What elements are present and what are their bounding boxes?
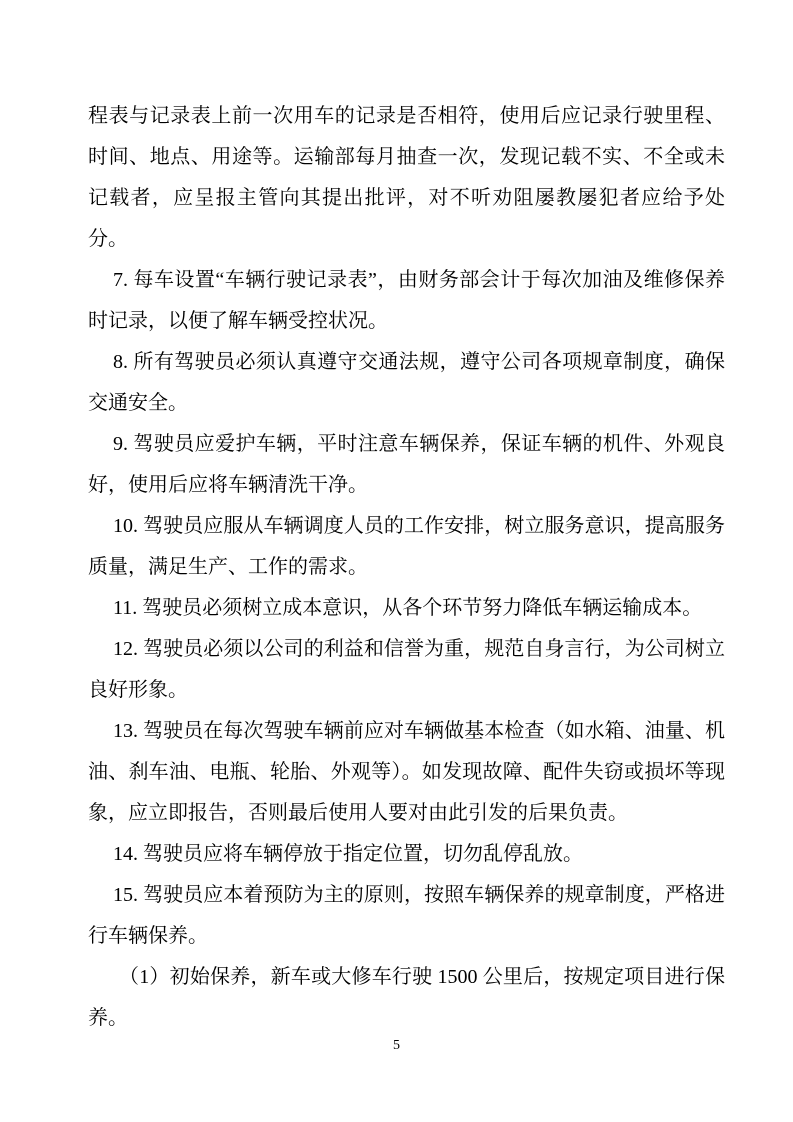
paragraph: 9. 驾驶员应爱护车辆，平时注意车辆保养，保证车辆的机件、外观良好，使用后应将车辆清洗干净。 [88,433,725,496]
paragraph: 14. 驾驶员应将车辆停放于指定位置，切勿乱停乱放。 [113,843,583,865]
paragraph: 15. 驾驶员应本着预防为主的原则，按照车辆保养的规章制度，严格进行车辆保养。 [88,884,725,947]
paragraph: 13. 驾驶员在每次驾驶车辆前应对车辆做基本检查（如水箱、油量、机油、刹车油、电瓶、轮胎、外观等）。如发现故障、配件失窃或损坏等现象，应立即报告，否则最后使用人要对由此引发的后果负责。 [88,720,725,824]
paragraph: 程表与记录表上前一次用车的记录是否相符，使用后应记录行驶里程、时间、地点、用途等。运输部每月抽查一次，发现记载不实、不全或未记载者，应呈报主管向其提出批评，对不听劝阻屡教屡犯者应给予处分。 [88,105,725,250]
paragraph: 10. 驾驶员应服从车辆调度人员的工作安排，树立服务意识，提高服务质量，满足生产、工作的需求。 [88,515,725,578]
paragraph: 12. 驾驶员必须以公司的利益和信誉为重，规范自身言行，为公司树立良好形象。 [88,638,725,701]
document-body [88,96,725,1039]
paragraph: 8. 所有驾驶员必须认真遵守交通法规，遵守公司各项规章制度，确保交通安全。 [88,351,725,414]
paragraph: （1）初始保养，新车或大修车行驶 1500 公里后，按规定项目进行保养。 [88,966,725,1029]
page-number: 5 [393,1038,400,1053]
paragraph: 7. 每车设置“车辆行驶记录表”，由财务部会计于每次加油及维修保养时记录，以便了解车辆受控状况。 [88,269,725,332]
paragraph: 11. 驾驶员必须树立成本意识，从各个环节努力降低车辆运输成本。 [113,597,703,619]
